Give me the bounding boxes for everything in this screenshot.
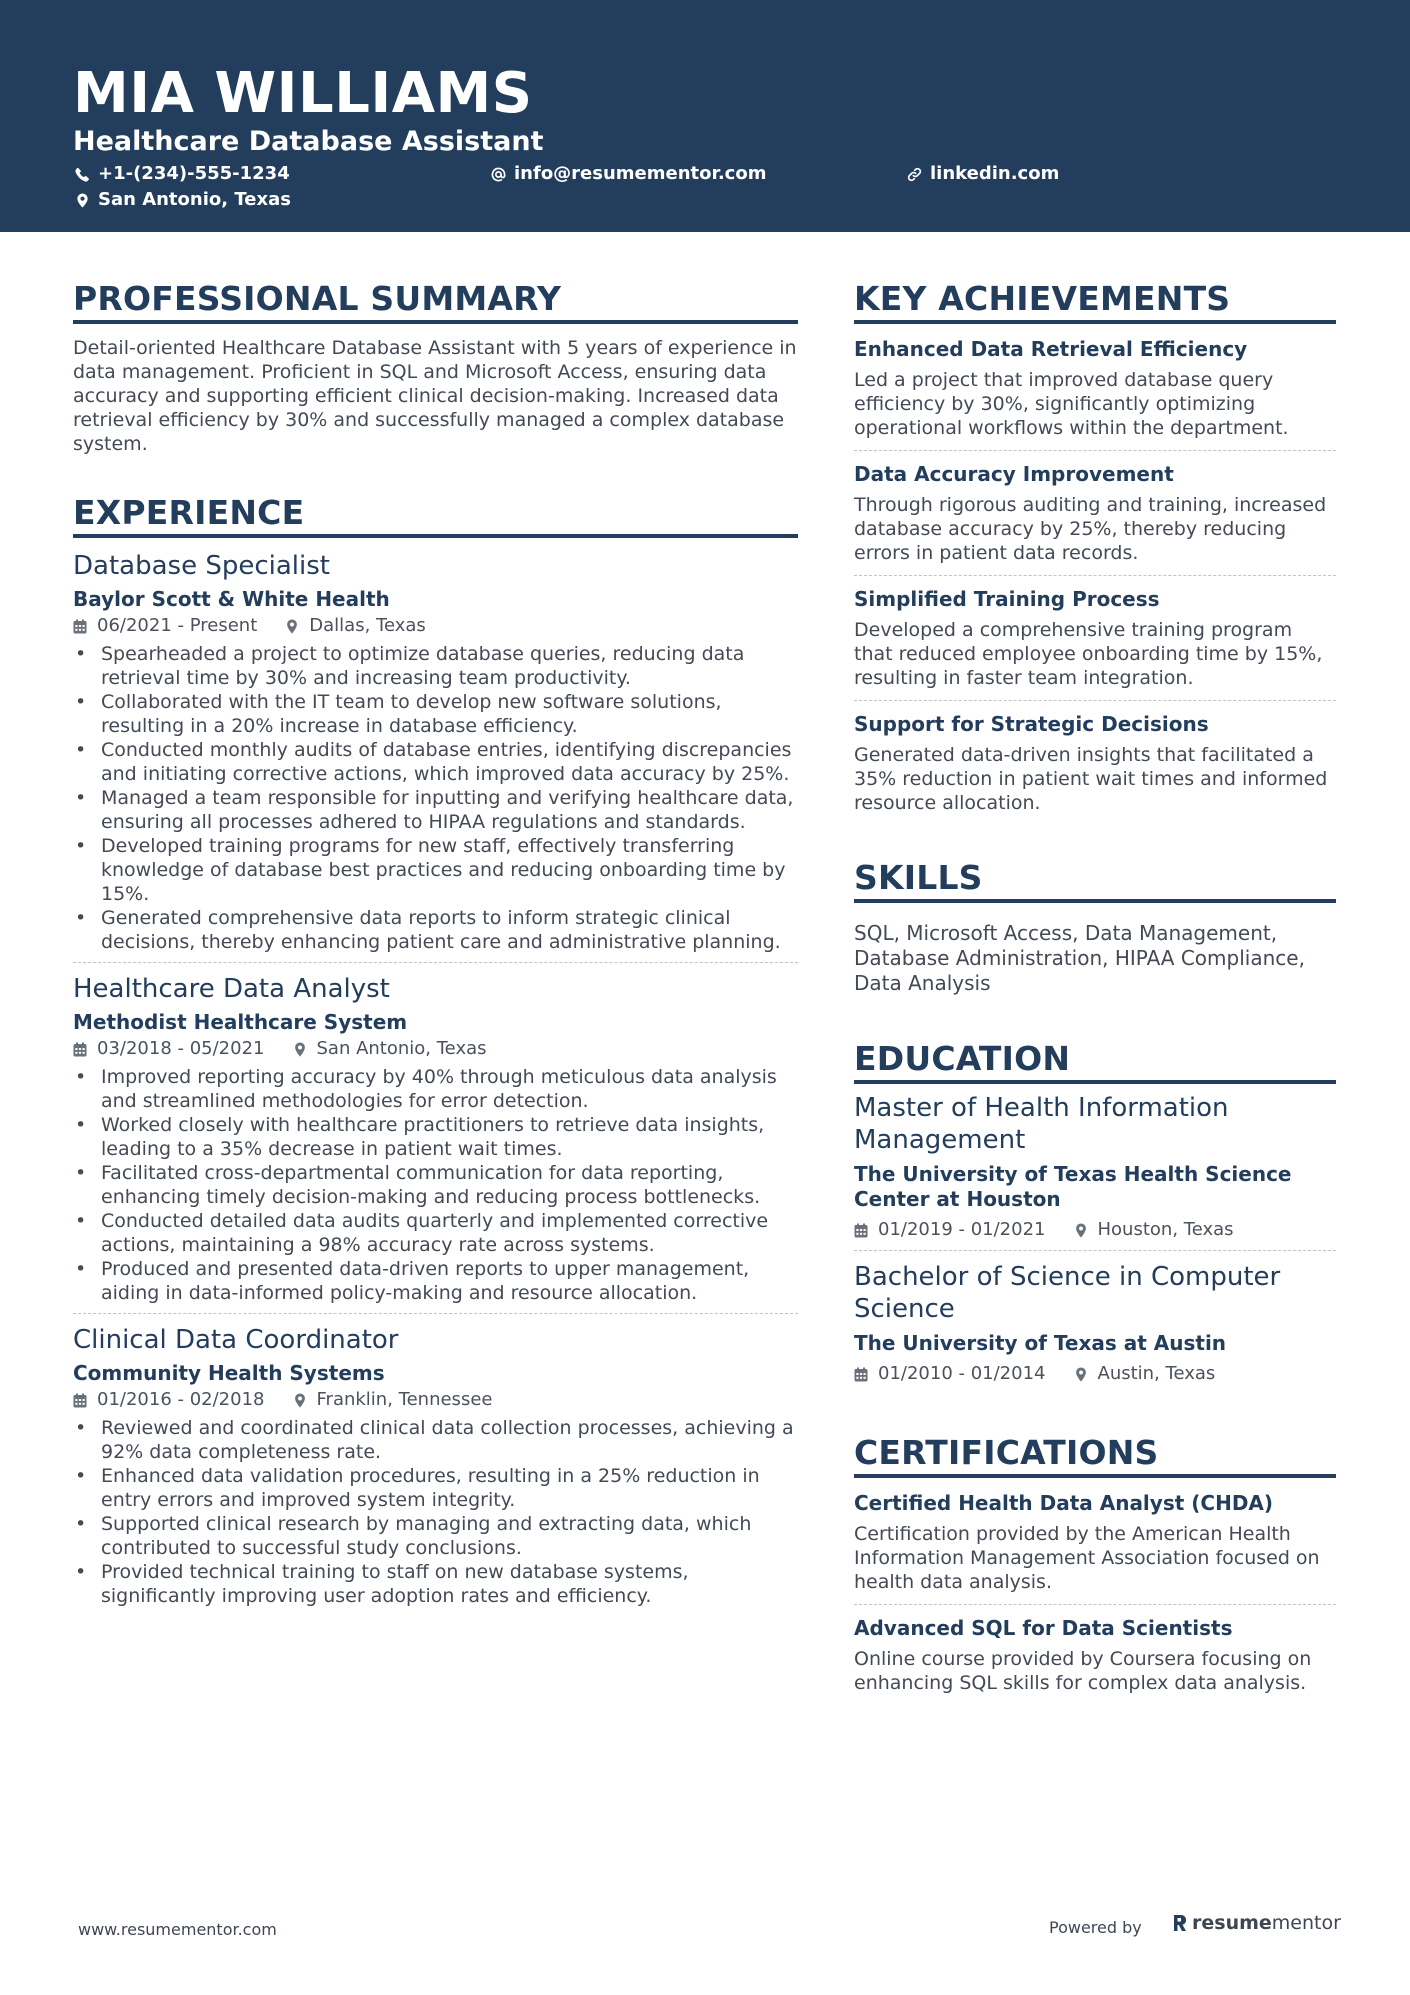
- map-pin-icon: [293, 1042, 307, 1057]
- summary-text: Detail-oriented Healthcare Database Assistant with 5 years of experience in data management. Proficient in SQL and Microsoft Access, ensuring data accuracy and supporting efficient clinical decision-making. Increased data retrieval efficiency by 30% and successfully managed a complex database system.: [73, 337, 797, 455]
- job-dates: 01/2016 - 02/2018: [97, 1389, 265, 1410]
- list-item: • Reviewed and coordinated clinical data collection processes, achieving a 92% data completeness rate.: [73, 1416, 798, 1464]
- job-entry: [73, 550, 798, 963]
- certification-item: [854, 1478, 1336, 1605]
- job-meta: [73, 1388, 798, 1412]
- certification-desc: Certification provided by the American Health Information Management Association focused on health data analysis.: [854, 1523, 1320, 1593]
- job-location-text: San Antonio, Texas: [316, 1038, 487, 1059]
- calendar-icon: [854, 1223, 868, 1238]
- contact-location: [75, 189, 291, 211]
- certification-item: [854, 1605, 1336, 1705]
- education-dates: 01/2019 - 01/2021: [878, 1219, 1046, 1240]
- achievement-item: [854, 701, 1336, 825]
- list-item: • Managed a team responsible for inputting and verifying healthcare data, ensuring all processes adhered to HIPAA regulations and standards.: [73, 786, 798, 834]
- brand-bold-text: resume: [1192, 1912, 1272, 1934]
- footer-website[interactable]: www.resumementor.com: [78, 1920, 277, 1939]
- list-item: • Generated comprehensive data reports to inform strategic clinical decisions, thereby enhancing patient care and administrative planning.: [73, 906, 798, 954]
- linkedin-text: linkedin.com: [930, 163, 1060, 184]
- education-meta: [854, 1362, 1336, 1386]
- list-item: • Supported clinical research by managing and extracting data, which contributed to successful study conclusions.: [73, 1512, 798, 1560]
- job-bullets: [73, 642, 798, 954]
- experience-section: [73, 494, 798, 1616]
- calendar-icon: [854, 1367, 868, 1382]
- list-item: • Facilitated cross-departmental communication for data reporting, enhancing timely decision-making and reducing process bottlenecks.: [73, 1161, 798, 1209]
- summary-section: [73, 280, 798, 456]
- education-section: [854, 1040, 1336, 1394]
- section-title: EXPERIENCE: [73, 494, 798, 538]
- certification-title: Certified Health Data Analyst (CHDA): [854, 1491, 1274, 1515]
- brand-rest-text: mentor: [1271, 1912, 1341, 1934]
- job-location: [285, 614, 426, 638]
- job-meta: [73, 1037, 798, 1061]
- job-location-text: Franklin, Tennessee: [316, 1389, 493, 1410]
- section-title: CERTIFICATIONS: [854, 1434, 1336, 1478]
- map-pin-icon: [285, 619, 299, 634]
- job-dates: 06/2021 - Present: [97, 615, 258, 636]
- education-location: [1074, 1362, 1216, 1386]
- achievement-desc: Through rigorous auditing and training, increased database accuracy by 25%, thereby reducing errors in patient data records.: [854, 494, 1327, 564]
- job-location-text: Dallas, Texas: [309, 615, 426, 636]
- education-item: [854, 1084, 1336, 1251]
- achievement-desc: Generated data-driven insights that facilitated a 35% reduction in patient wait times and informed resource allocation.: [854, 744, 1328, 814]
- map-pin-icon: [75, 193, 90, 208]
- education-location-text: Austin, Texas: [1097, 1363, 1216, 1384]
- certification-title: Advanced SQL for Data Scientists: [854, 1616, 1233, 1640]
- education-degree: Master of Health Information Management: [854, 1093, 1229, 1155]
- achievement-item: [854, 324, 1336, 451]
- footer-powered-by: Powered by: [1049, 1918, 1142, 1937]
- achievement-item: [854, 576, 1336, 701]
- list-item: • Improved reporting accuracy by 40% through meticulous data analysis and streamlined methodologies for error detection.: [73, 1065, 798, 1113]
- resume-header: [0, 0, 1410, 232]
- map-pin-icon: [1074, 1367, 1088, 1382]
- achievement-desc: Developed a comprehensive training program that reduced employee onboarding time by 15%, resulting in faster team integration.: [854, 619, 1323, 689]
- achievement-title: Enhanced Data Retrieval Efficiency: [854, 337, 1248, 361]
- education-meta: [854, 1218, 1336, 1242]
- achievement-title: Simplified Training Process: [854, 587, 1160, 611]
- achievement-item: [854, 451, 1336, 576]
- achievement-title: Support for Strategic Decisions: [854, 712, 1209, 736]
- job-meta: [73, 614, 798, 638]
- left-column: [73, 280, 798, 1660]
- list-item: • Worked closely with healthcare practitioners to retrieve data insights, leading to a 35% decrease in patient wait times.: [73, 1113, 798, 1161]
- list-item: • Conducted monthly audits of database entries, identifying discrepancies and initiating corrective actions, which improved data accuracy by 25%.: [73, 738, 798, 786]
- job-dates: 03/2018 - 05/2021: [97, 1038, 265, 1059]
- contact-email[interactable]: [491, 163, 766, 185]
- achievement-title: Data Accuracy Improvement: [854, 462, 1174, 486]
- map-pin-icon: [1074, 1223, 1088, 1238]
- contact-linkedin[interactable]: [907, 163, 1059, 185]
- list-item: • Produced and presented data-driven reports to upper management, aiding in data-informed policy-making and resource allocation.: [73, 1257, 798, 1305]
- list-item: • Provided technical training to staff on new database systems, significantly improving user adoption rates and efficiency.: [73, 1560, 798, 1608]
- list-item: • Spearheaded a project to optimize database queries, reducing data retrieval time by 30% and increasing team productivity.: [73, 642, 798, 690]
- education-school: The University of Texas Health Science Center at Houston: [854, 1162, 1292, 1211]
- section-title: KEY ACHIEVEMENTS: [854, 280, 1336, 324]
- job-title: Database Specialist: [73, 551, 330, 581]
- footer-brand-logo[interactable]: [1172, 1912, 1341, 1934]
- education-location-text: Houston, Texas: [1097, 1219, 1234, 1240]
- candidate-role: Healthcare Database Assistant: [73, 126, 544, 157]
- job-entry: [73, 973, 798, 1314]
- education-school: The University of Texas at Austin: [854, 1331, 1227, 1355]
- job-location: [293, 1388, 493, 1412]
- education-dates: 01/2010 - 01/2014: [878, 1363, 1046, 1384]
- skills-section: [854, 859, 1336, 996]
- map-pin-icon: [293, 1393, 307, 1408]
- certification-desc: Online course provided by Coursera focusing on enhancing SQL skills for complex data analysis.: [854, 1648, 1312, 1694]
- phone-text: +1-(234)-555-1234: [98, 163, 290, 184]
- education-item: [854, 1251, 1336, 1394]
- list-item: • Developed training programs for new staff, effectively transferring knowledge of database best practices and reducing onboarding time by 15%.: [73, 834, 798, 906]
- section-title: SKILLS: [854, 859, 1336, 903]
- certifications-section: [854, 1434, 1336, 1705]
- job-title: Healthcare Data Analyst: [73, 974, 390, 1004]
- achievements-section: [854, 280, 1336, 825]
- contact-phone[interactable]: [75, 163, 290, 185]
- job-company: Community Health Systems: [73, 1361, 385, 1385]
- phone-icon: [75, 167, 90, 182]
- at-icon: [491, 167, 506, 182]
- job-location: [293, 1037, 487, 1061]
- job-bullets: [73, 1065, 798, 1305]
- candidate-name: MIA WILLIAMS: [73, 61, 533, 126]
- email-text: info@resumementor.com: [514, 163, 767, 184]
- list-item: • Collaborated with the IT team to develop new software solutions, resulting in a 20% increase in database efficiency.: [73, 690, 798, 738]
- location-text: San Antonio, Texas: [98, 189, 291, 210]
- right-column: [854, 280, 1336, 1749]
- list-item: • Enhanced data validation procedures, resulting in a 25% reduction in entry errors and improved system integrity.: [73, 1464, 798, 1512]
- calendar-icon: [73, 1393, 87, 1408]
- job-company: Baylor Scott & White Health: [73, 587, 390, 611]
- achievement-desc: Led a project that improved database query efficiency by 30%, significantly optimizing operational workflows within the department.: [854, 369, 1289, 439]
- job-entry: [73, 1324, 798, 1616]
- job-bullets: [73, 1416, 798, 1608]
- skills-text: SQL, Microsoft Access, Data Management, Database Administration, HIPAA Compliance, Data Analysis: [854, 921, 1305, 995]
- section-title: EDUCATION: [854, 1040, 1336, 1084]
- list-item: • Conducted detailed data audits quarterly and implemented corrective actions, maintaining a 98% accuracy rate across systems.: [73, 1209, 798, 1257]
- job-title: Clinical Data Coordinator: [73, 1325, 399, 1355]
- resumementor-logo-icon: [1172, 1913, 1188, 1933]
- education-location: [1074, 1218, 1234, 1242]
- education-degree: Bachelor of Science in Computer Science: [854, 1262, 1281, 1324]
- calendar-icon: [73, 619, 87, 634]
- section-title: PROFESSIONAL SUMMARY: [73, 280, 798, 324]
- job-company: Methodist Healthcare System: [73, 1010, 408, 1034]
- link-icon: [907, 167, 922, 182]
- calendar-icon: [73, 1042, 87, 1057]
